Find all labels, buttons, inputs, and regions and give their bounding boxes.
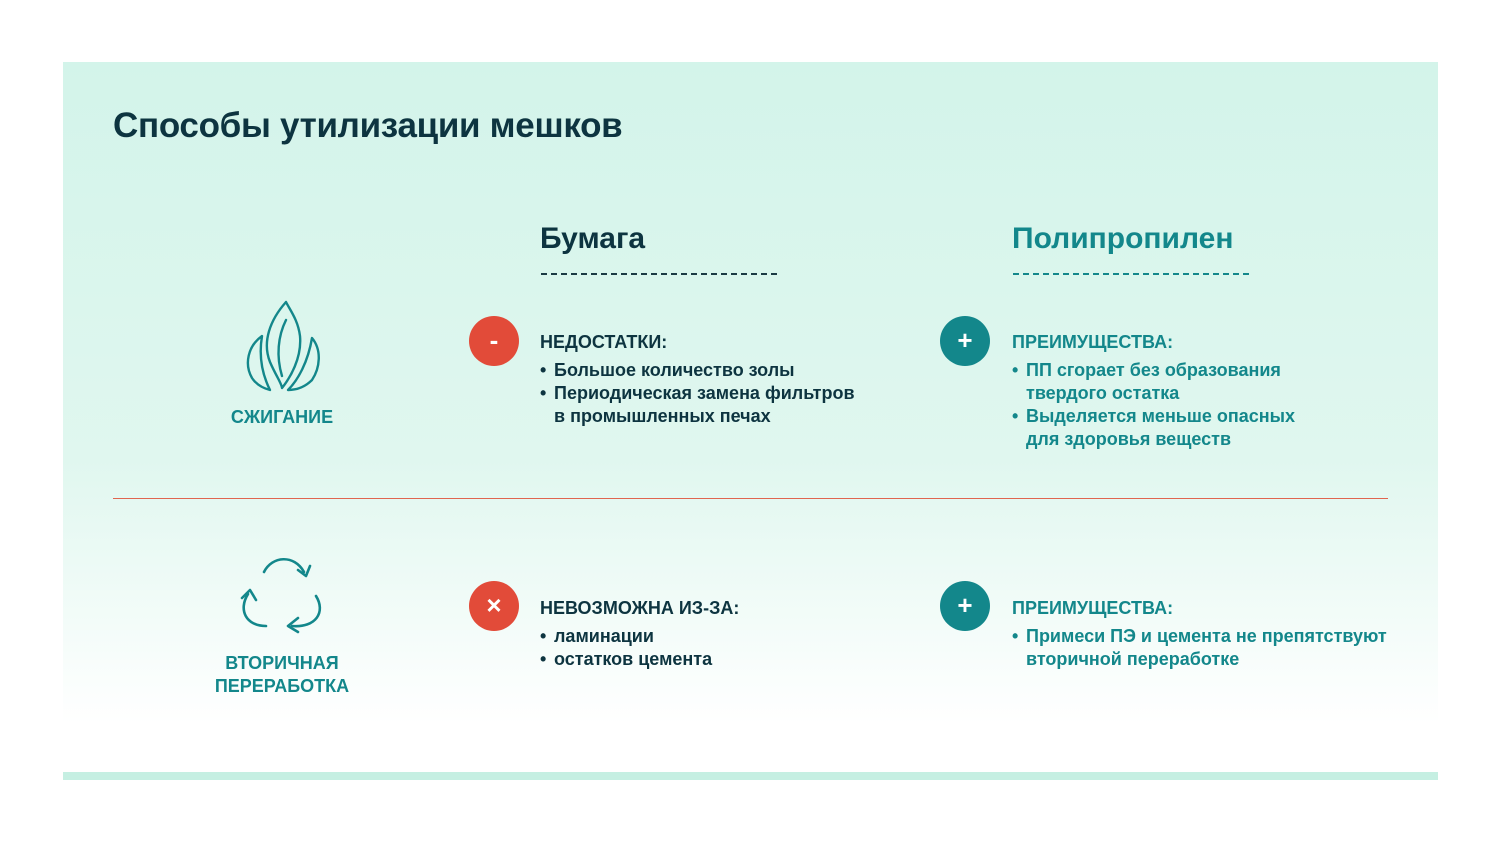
plus-badge: + [940, 581, 990, 631]
list-item: • Выделяется меньше опасных для здоровья веществ [1012, 405, 1412, 451]
polypropylene-recycling-block [1012, 597, 1432, 671]
page-title: Способы утилизации мешков [113, 106, 623, 145]
cross-badge: × [469, 581, 519, 631]
block-heading: НЕВОЗМОЖНА ИЗ-ЗА: [540, 598, 740, 618]
list-item: • ПП сгорает без образования твердого остатка [1012, 359, 1412, 405]
method-label-incineration [182, 406, 382, 429]
list-item: • Примеси ПЭ и цемента не препятствуют вторичной переработке [1012, 625, 1432, 671]
block-heading: ПРЕИМУЩЕСТВА: [1012, 598, 1174, 618]
list-item: • Периодическая замена фильтров в промышленных печах [540, 382, 920, 428]
list-item: • Большое количество золы [540, 359, 920, 382]
block-heading: ПРЕИМУЩЕСТВА: [1012, 332, 1174, 352]
bullet-list [1012, 625, 1432, 671]
list-item: • ламинации [540, 625, 920, 648]
column-underline-polypropylene [1013, 273, 1249, 275]
column-header-paper: Бумага [540, 222, 646, 255]
plus-badge: + [940, 316, 990, 366]
block-heading: НЕДОСТАТКИ: [540, 332, 668, 352]
column-header-polypropylene: Полипропилен [1012, 222, 1234, 255]
recycle-icon [236, 552, 328, 636]
bullet-list [1012, 359, 1412, 451]
row-divider [113, 498, 1388, 499]
method-label-line: ВТОРИЧНАЯ [225, 653, 339, 673]
paper-recycling-block [540, 597, 920, 671]
bottom-accent-bar [63, 772, 1438, 780]
bullet-list [540, 359, 920, 428]
method-label-line: СЖИГАНИЕ [230, 407, 334, 427]
flame-icon [240, 298, 324, 394]
column-underline-paper [541, 273, 777, 275]
bullet-list [540, 625, 920, 671]
list-item: • остатков цемента [540, 648, 920, 671]
polypropylene-incineration-block [1012, 331, 1412, 451]
method-label-recycling [182, 652, 382, 698]
paper-incineration-block [540, 331, 920, 428]
minus-badge: - [469, 316, 519, 366]
method-label-line: ПЕРЕРАБОТКА [214, 676, 350, 696]
